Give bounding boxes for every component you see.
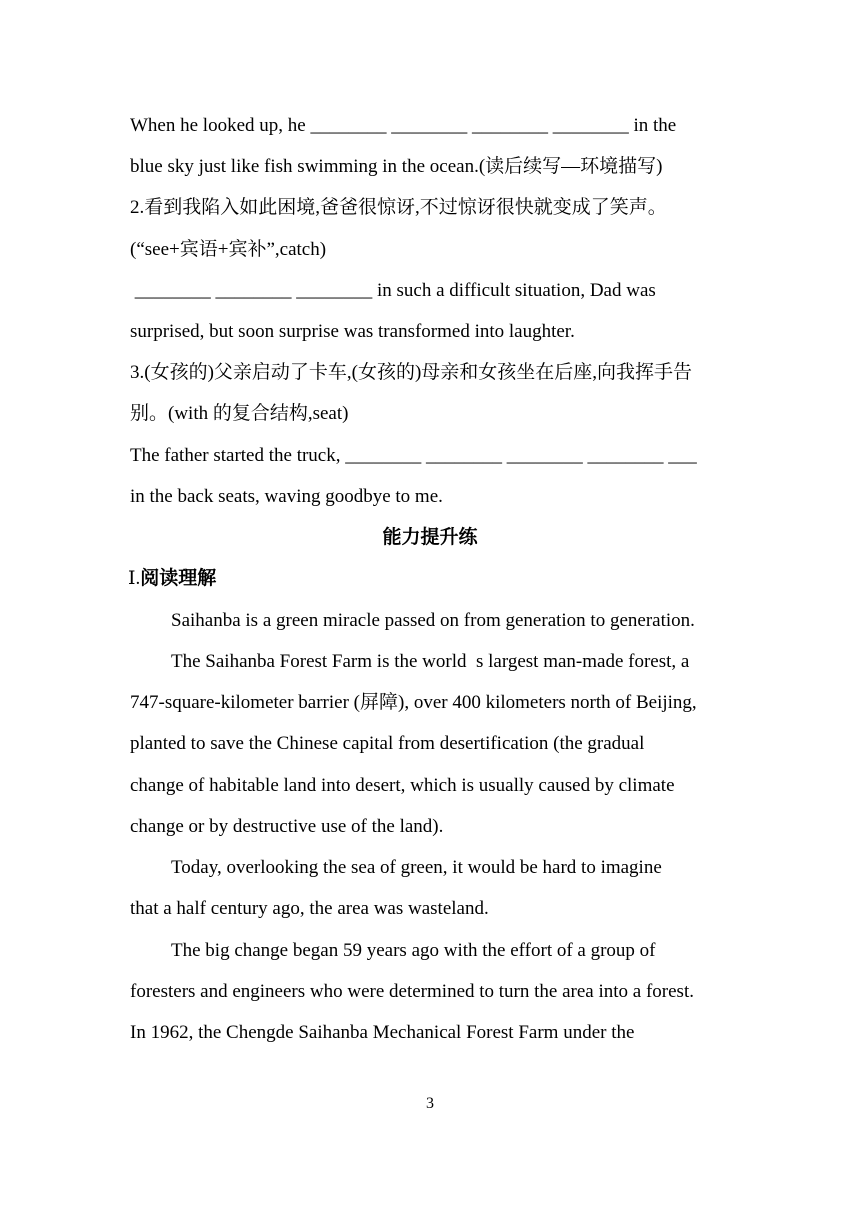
exercise-2-answer-line-1: ________ ________ ________ in such a difficult situation, Dad was bbox=[130, 280, 656, 301]
passage-paragraph-2-line-3: planted to save the Chinese capital from desertification (the gradual bbox=[130, 733, 645, 754]
passage-paragraph-4-line-2: foresters and engineers who were determined to turn the area into a forest. bbox=[130, 981, 694, 1002]
passage-paragraph-3-line-2: that a half century ago, the area was wasteland. bbox=[130, 898, 489, 919]
passage-paragraph-2-line-4: change of habitable land into desert, which is usually caused by climate bbox=[130, 775, 675, 796]
exercise-3-hint: 别。(with 的复合结构,seat) bbox=[130, 403, 349, 424]
passage-paragraph-1: Saihanba is a green miracle passed on from generation to generation. bbox=[171, 610, 695, 631]
part-roman-numeral: Ⅰ. bbox=[128, 568, 141, 589]
exercise-3-answer-line-2: in the back seats, waving goodbye to me. bbox=[130, 486, 443, 507]
section-title: 能力提升练 bbox=[382, 527, 478, 548]
passage-paragraph-3-line-1: Today, overlooking the sea of green, it would be hard to imagine bbox=[171, 857, 662, 878]
passage-paragraph-2-line-5: change or by destructive use of the land). bbox=[130, 816, 444, 837]
part-title: 阅读理解 bbox=[140, 568, 217, 589]
exercise-1-line-1: When he looked up, he ________ ________ ________ ________ in the bbox=[130, 115, 677, 136]
exercise-2-prompt: 2.看到我陷入如此困境,爸爸很惊讶,不过惊讶很快就变成了笑声。 bbox=[130, 197, 667, 218]
page-number: 3 bbox=[426, 1095, 434, 1112]
exercise-1-line-2: blue sky just like fish swimming in the ocean.(读后续写—环境描写) bbox=[130, 156, 663, 177]
passage-paragraph-4-line-1: The big change began 59 years ago with the effort of a group of bbox=[171, 940, 656, 961]
exercise-2-hint: (“see+宾语+宾补”,catch) bbox=[130, 239, 327, 260]
passage-paragraph-2-line-1: The Saihanba Forest Farm is the world s largest man-made forest, a bbox=[171, 651, 690, 672]
exercise-3-prompt: 3.(女孩的)父亲启动了卡车,(女孩的)母亲和女孩坐在后座,向我挥手告 bbox=[130, 362, 693, 383]
exercise-3-answer-line-1: The father started the truck, ________ ________ ________ ________ ___ bbox=[130, 445, 697, 466]
part-heading bbox=[128, 567, 216, 591]
passage-paragraph-4-line-3: In 1962, the Chengde Saihanba Mechanical Forest Farm under the bbox=[130, 1022, 635, 1043]
passage-paragraph-2-line-2: 747-square-kilometer barrier (屏障), over 400 kilometers north of Beijing, bbox=[130, 692, 697, 713]
exercise-2-answer-line-2: surprised, but soon surprise was transformed into laughter. bbox=[130, 321, 575, 342]
